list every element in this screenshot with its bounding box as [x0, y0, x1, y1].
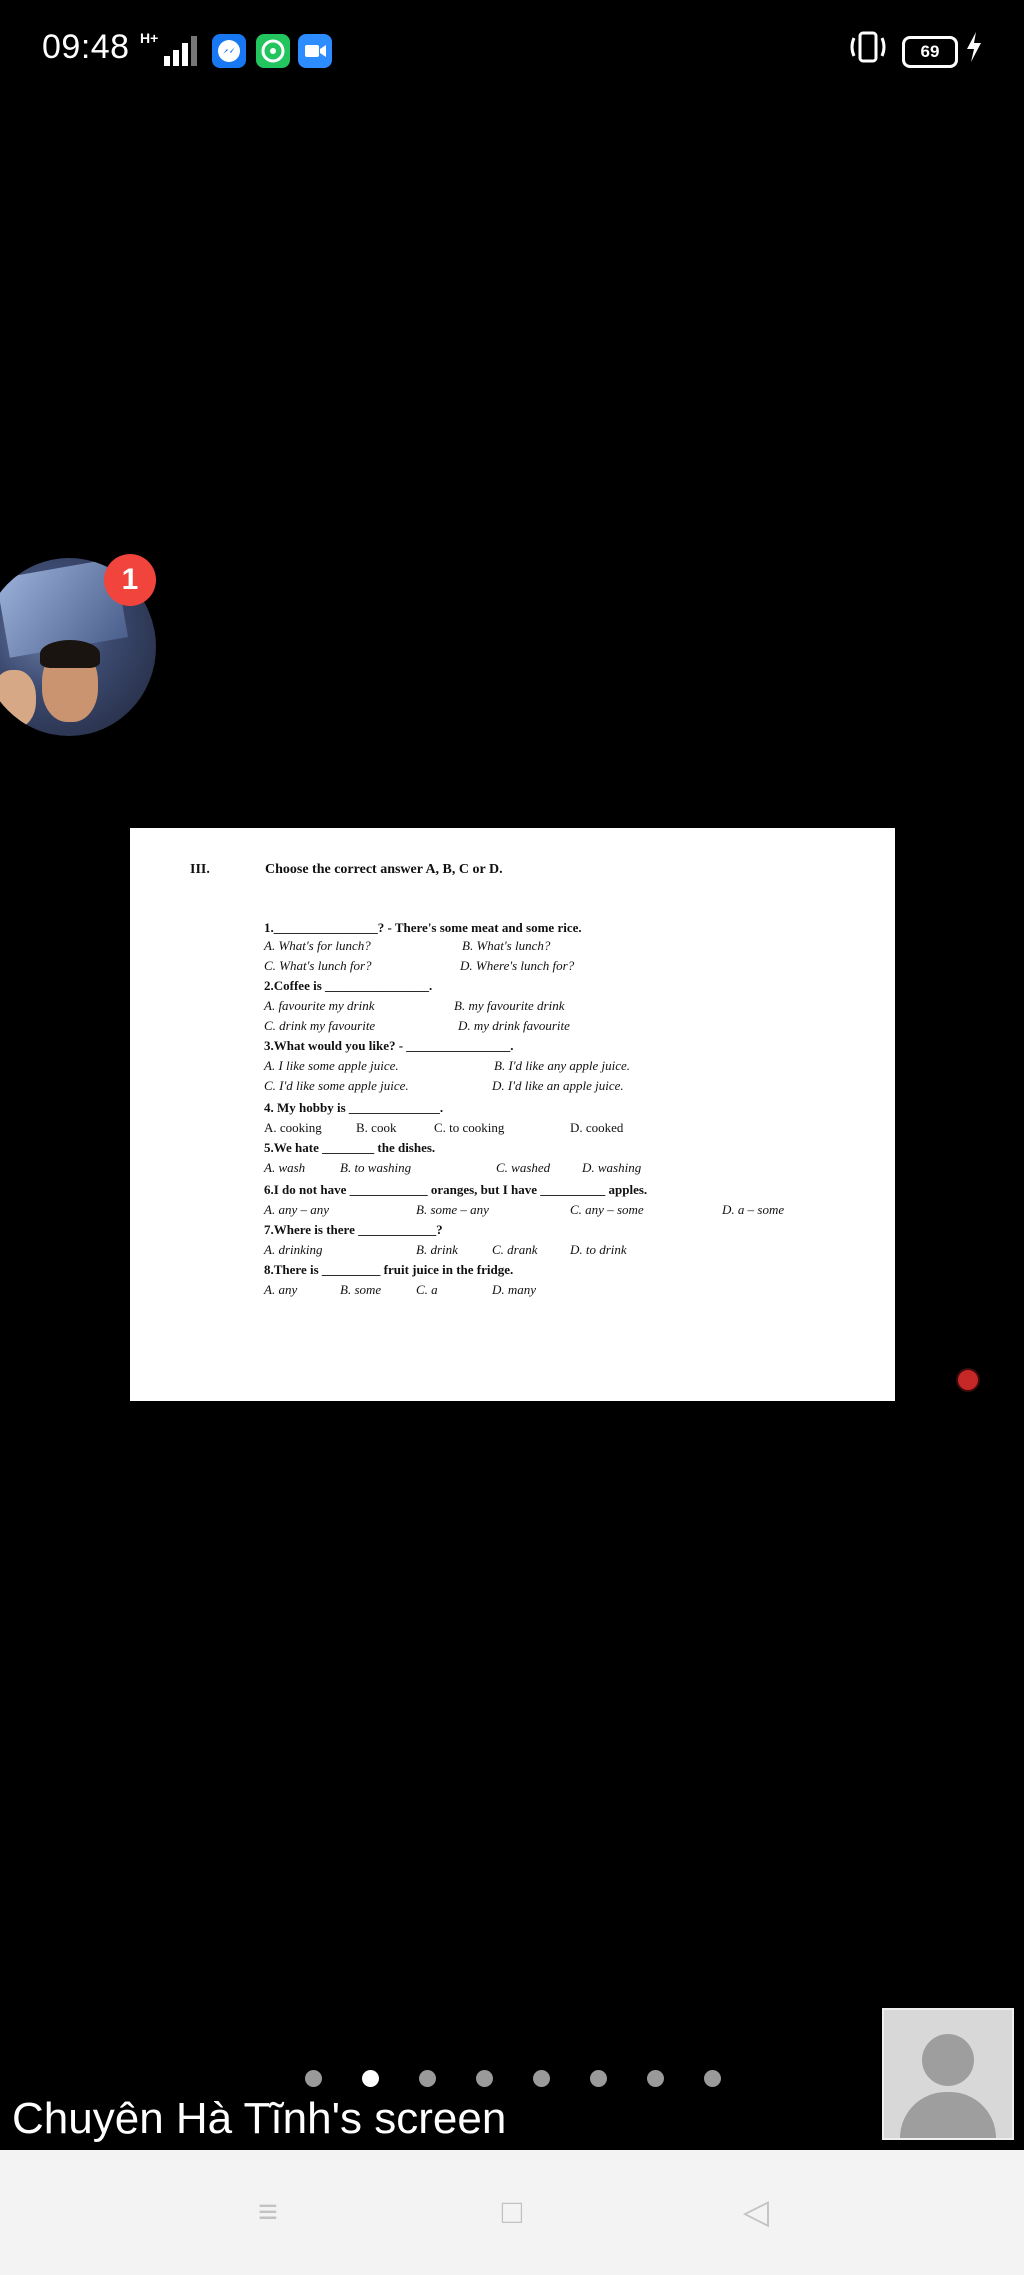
menu-icon[interactable]: ≡ — [258, 2193, 278, 2231]
option-1b: B. What's lunch? — [462, 938, 551, 953]
option-2a: A. favourite my drink — [264, 998, 375, 1013]
option-1a: A. What's for lunch? — [264, 938, 371, 953]
vibrate-icon — [848, 30, 888, 72]
question-stem: 4. My hobby is ______________. — [264, 1100, 444, 1115]
option-1c: C. What's lunch for? — [264, 958, 372, 973]
question-stem: 7.Where is there ____________? — [264, 1222, 443, 1237]
section-title: Choose the correct answer A, B, C or D. — [265, 862, 503, 877]
question-stem: 8.There is _________ fruit juice in the fridge. — [264, 1262, 514, 1277]
messenger-icon — [212, 34, 246, 68]
section-number: III. — [190, 862, 210, 877]
option-4c: C. to cooking — [434, 1120, 505, 1135]
question-2 — [264, 978, 432, 994]
page-dot-5[interactable] — [533, 2070, 550, 2087]
page-dot-6[interactable] — [590, 2070, 607, 2087]
self-video-thumbnail[interactable] — [882, 2008, 1014, 2140]
navigation-bar — [0, 2150, 1024, 2275]
page-dot-8[interactable] — [704, 2070, 721, 2087]
section-header — [190, 862, 503, 878]
question-stem: 1.________________? - There's some meat and some rice. — [264, 920, 582, 935]
question-1 — [264, 920, 582, 936]
option-7d: D. to drink — [570, 1242, 627, 1257]
option-7a: A. drinking — [264, 1242, 323, 1257]
chat-icon — [256, 34, 290, 68]
question-stem: 2.Coffee is ________________. — [264, 978, 433, 993]
page-dot-4[interactable] — [476, 2070, 493, 2087]
option-2c: C. drink my favourite — [264, 1018, 376, 1033]
option-6b: B. some – any — [416, 1202, 489, 1217]
option-8a: A. any — [264, 1282, 298, 1297]
user-placeholder-body — [900, 2092, 996, 2138]
option-1d: D. Where's lunch for? — [460, 958, 575, 973]
option-6a: A. any – any — [264, 1202, 329, 1217]
signal-icon — [160, 34, 200, 66]
option-3c: C. I'd like some apple juice. — [264, 1078, 409, 1093]
question-5 — [264, 1140, 435, 1156]
avatar-hair — [40, 640, 100, 668]
clock: 09:48 — [42, 28, 130, 66]
option-5d: D. washing — [582, 1160, 642, 1175]
question-7 — [264, 1222, 443, 1238]
option-2b: B. my favourite drink — [454, 998, 565, 1013]
option-5a: A. wash — [264, 1160, 306, 1175]
battery-indicator: 69 — [902, 36, 958, 68]
shared-screen-document[interactable] — [130, 828, 895, 1401]
option-6d: D. a – some — [722, 1202, 785, 1217]
question-stem: 5.We hate ________ the dishes. — [264, 1140, 436, 1155]
question-stem: 6.I do not have ____________ oranges, but I have __________ apples. — [264, 1182, 648, 1197]
question-stem: 3.What would you like? - ________________. — [264, 1038, 514, 1053]
zoom-icon — [298, 34, 332, 68]
option-7b: B. drink — [416, 1242, 458, 1257]
user-placeholder-icon — [922, 2034, 974, 2086]
option-5b: B. to washing — [340, 1160, 412, 1175]
notification-badge: 1 — [104, 554, 156, 606]
network-type: H+ — [140, 30, 159, 46]
avatar-face-secondary — [0, 670, 36, 728]
home-icon[interactable]: □ — [501, 2193, 523, 2231]
page-dot-2[interactable] — [362, 2070, 379, 2087]
option-7c: C. drank — [492, 1242, 538, 1257]
option-2d: D. my drink favourite — [458, 1018, 570, 1033]
question-6 — [264, 1182, 647, 1198]
status-bar — [0, 0, 1024, 100]
question-4 — [264, 1100, 443, 1116]
option-4b: B. cook — [356, 1120, 397, 1135]
option-8b: B. some — [340, 1282, 382, 1297]
page-dot-7[interactable] — [647, 2070, 664, 2087]
option-8c: C. a — [416, 1282, 438, 1297]
option-8d: D. many — [492, 1282, 537, 1297]
option-4a: A. cooking — [264, 1120, 322, 1135]
option-3d: D. I'd like an apple juice. — [492, 1078, 624, 1093]
question-8 — [264, 1262, 513, 1278]
screen-share-label: Chuyên Hà Tĩnh's screen — [12, 2094, 507, 2143]
question-3 — [264, 1038, 514, 1054]
back-icon[interactable]: ◁ — [742, 2193, 770, 2231]
option-3a: A. I like some apple juice. — [264, 1058, 399, 1073]
option-4d: D. cooked — [570, 1120, 624, 1135]
recording-indicator — [956, 1368, 980, 1392]
option-5c: C. washed — [496, 1160, 551, 1175]
page-dot-3[interactable] — [419, 2070, 436, 2087]
page-dot-1[interactable] — [305, 2070, 322, 2087]
option-6c: C. any – some — [570, 1202, 644, 1217]
option-3b: B. I'd like any apple juice. — [494, 1058, 630, 1073]
charging-icon — [964, 30, 984, 71]
